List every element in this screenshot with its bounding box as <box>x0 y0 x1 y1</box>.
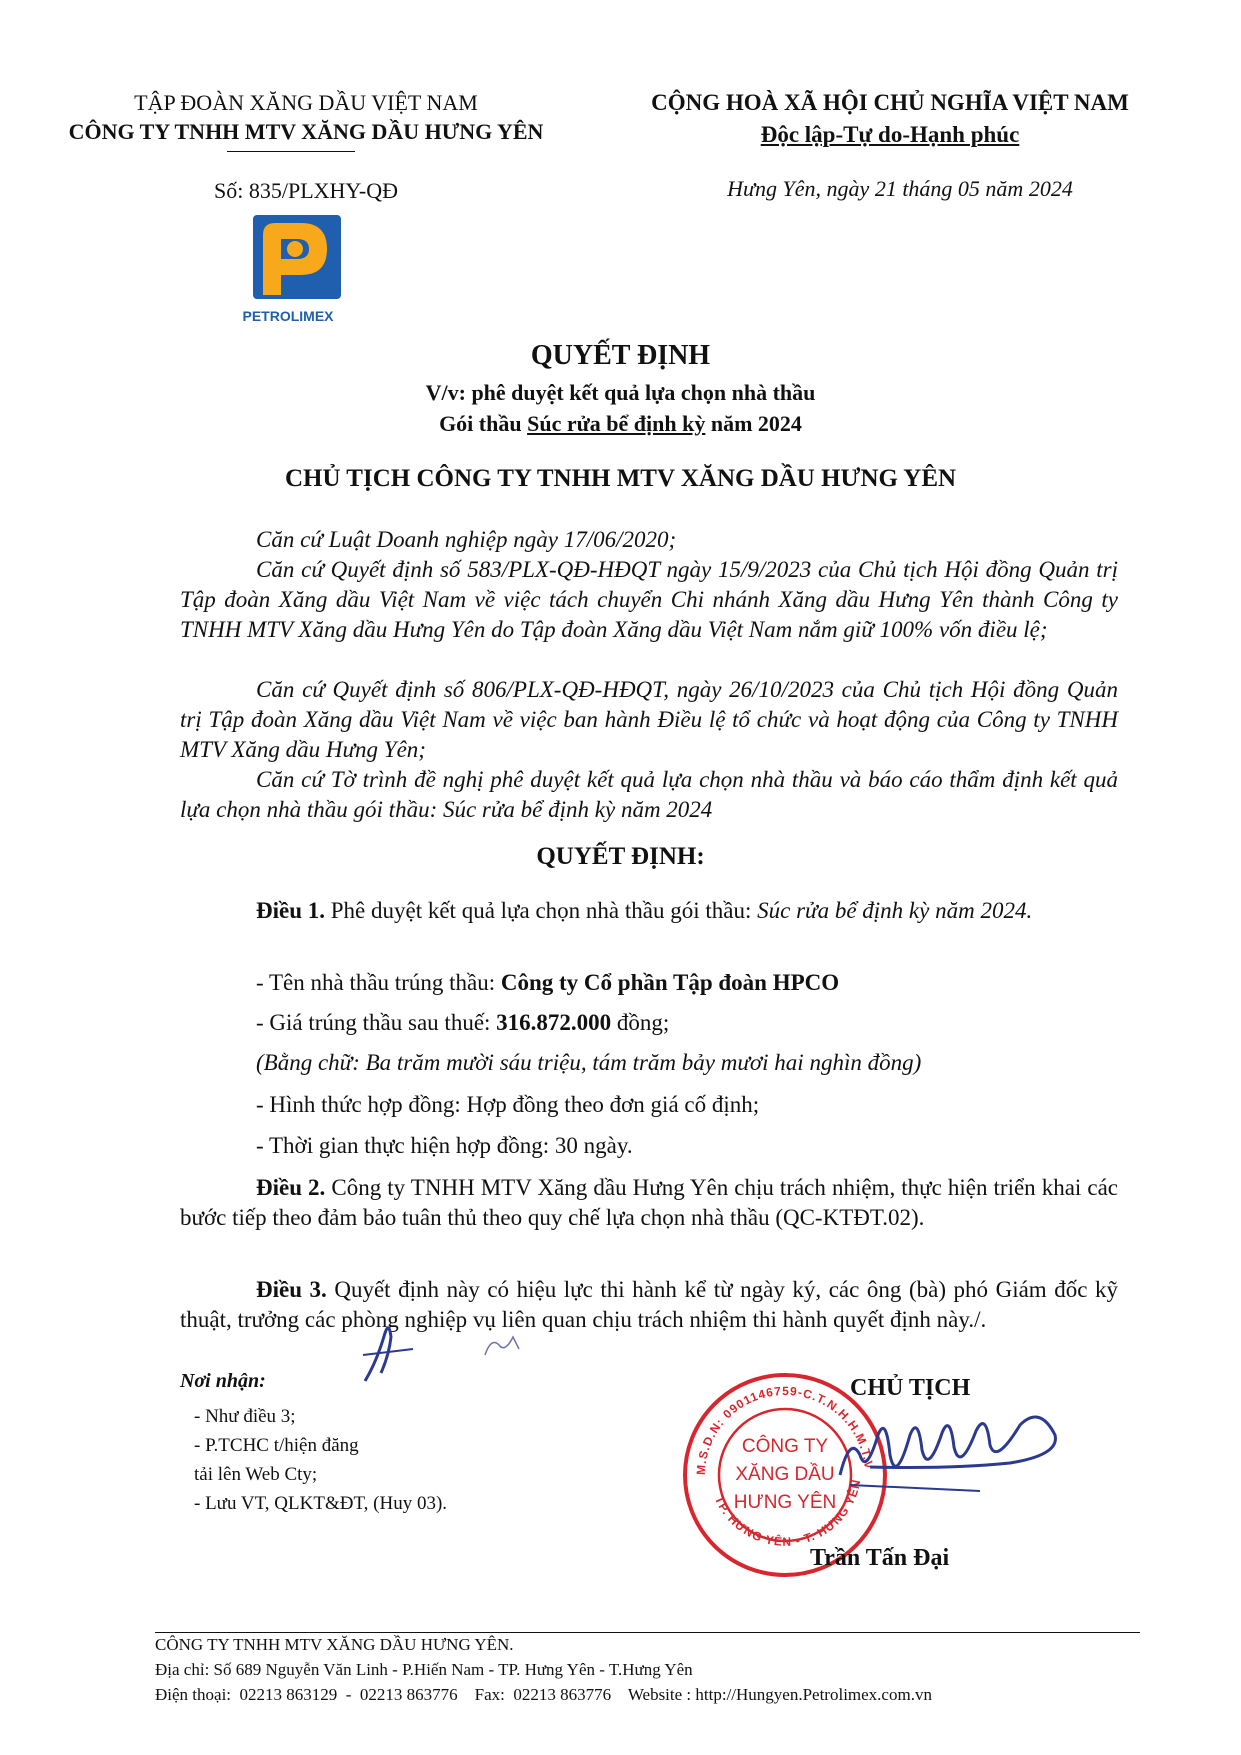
recipient-item: tải lên Web Cty; <box>194 1464 318 1485</box>
recipients-heading: Nơi nhận: <box>180 1370 266 1392</box>
handwritten-initials <box>355 1315 535 1385</box>
contract-type-line: - Hình thức hợp đồng: Hợp đồng theo đơn giá cố định; <box>256 1092 760 1117</box>
winner-line: - Tên nhà thầu trúng thầu: Công ty Cổ phần Tập đoàn HPCO <box>256 970 840 995</box>
document-title: QUYẾT ĐỊNH <box>530 340 711 371</box>
footer-address: Địa chỉ: Số 689 Nguyễn Văn Linh - P.Hiến Nam - TP. Hưng Yên - T.Hưng Yên <box>155 1660 693 1679</box>
handwritten-signature <box>830 1395 1070 1515</box>
legal-basis-1: Căn cứ Luật Doanh nghiệp ngày 17/06/2020; <box>256 527 677 552</box>
company-name: CÔNG TY TNHH MTV XĂNG DẦU HƯNG YÊN <box>68 119 544 144</box>
parent-organization: TẬP ĐOÀN XĂNG DẦU VIỆT NAM <box>134 90 478 115</box>
package-name <box>0 411 1241 437</box>
decision-heading: QUYẾT ĐỊNH: <box>536 843 705 870</box>
article-3: Điều 3. Quyết định này có hiệu lực thi hành kể từ ngày ký, các ông (bà) phó Giám đốc kỹ thuật, trưởng các phòng nghiệp vụ liên quan chịu trách nhiệm thi hành quyết định này./. <box>180 1277 1119 1332</box>
recipient-item: - Lưu VT, QLKT&ĐT, (Huy 03). <box>194 1493 448 1514</box>
svg-text:CÔNG TY: CÔNG TY <box>741 1436 829 1457</box>
signer-name: Trần Tấn Đại <box>810 1545 950 1571</box>
legal-basis-3: Căn cứ Quyết định số 806/PLX-QĐ-HĐQT, ngày 26/10/2023 của Chủ tịch Hội đồng Quản trị Tập đoàn Xăng dầu Việt Nam về việc ban hành Điều lệ tổ chức và hoạt động của Công ty TNHH MTV Xăng dầu Hưng Yên; <box>180 677 1118 762</box>
legal-basis-4: Căn cứ Tờ trình đề nghị phê duyệt kết quả lựa chọn nhà thầu và báo cáo thẩm định kết quả lựa chọn nhà thầu gói thầu: Súc rửa bể định kỳ năm 2024 <box>180 767 1118 822</box>
package-suffix: năm 2024 <box>705 411 802 436</box>
header-underline-left <box>227 151 355 152</box>
signer-title: CHỦ TỊCH <box>850 1375 971 1401</box>
svg-text:M.S.D.N: 0901146759-C.T.N.H.H.: M.S.D.N: 0901146759-C.T.N.H.H.M.T.V <box>693 1383 876 1476</box>
issuing-authority: CHỦ TỊCH CÔNG TY TNHH MTV XĂNG DẦU HƯNG YÊN <box>284 465 957 492</box>
document-number: Số: 835/PLXHY-QĐ <box>214 178 398 203</box>
footer-contact: Điện thoại: 02213 863129 - 02213 863776 Fax: 02213 863776 Website : http://Hungyen.Petrolimex.com.vn <box>155 1685 932 1704</box>
price-in-words: (Bằng chữ: Ba trăm mười sáu triệu, tám trăm bảy mươi hai nghìn đồng) <box>256 1050 922 1075</box>
legal-basis-2: Căn cứ Quyết định số 583/PLX-QĐ-HĐQT ngày 15/9/2023 của Chủ tịch Hội đồng Quản trị Tập đoàn Xăng dầu Việt Nam về việc tách chuyển Chi nhánh Xăng dầu Hưng Yên thành Công ty TNHH MTV Xăng dầu Hưng Yên do Tập đoàn Xăng dầu Việt Nam nắm giữ 100% vốn điều lệ; <box>180 557 1118 642</box>
document-subject: V/v: phê duyệt kết quả lựa chọn nhà thầu <box>425 380 816 405</box>
footer-company: CÔNG TY TNHH MTV XĂNG DẦU HƯNG YÊN. <box>155 1635 514 1654</box>
article-2: Điều 2. Công ty TNHH MTV Xăng dầu Hưng Yên chịu trách nhiệm, thực hiện triển khai các bước tiếp theo đảm bảo tuân thủ theo quy chế lựa chọn nhà thầu (QC-KTĐT.02). <box>180 1175 1119 1230</box>
price-line: - Giá trúng thầu sau thuế: 316.872.000 đồng; <box>256 1010 670 1035</box>
svg-text:XĂNG DẦU: XĂNG DẦU <box>735 1464 835 1485</box>
date-line: Hưng Yên, ngày 21 tháng 05 năm 2024 <box>727 176 1073 201</box>
petrolimex-logo <box>223 213 353 327</box>
recipient-item: - P.TCHC t/hiện đăng <box>194 1435 359 1456</box>
svg-text:HƯNG YÊN: HƯNG YÊN <box>733 1492 837 1513</box>
national-title: CỘNG HOÀ XÃ HỘI CHỦ NGHĨA VIỆT NAM <box>651 90 1129 115</box>
national-motto: Độc lập-Tự do-Hạnh phúc <box>760 122 1020 147</box>
recipient-item: - Như điều 3; <box>194 1406 296 1427</box>
duration-line: - Thời gian thực hiện hợp đồng: 30 ngày. <box>256 1133 633 1158</box>
article-1: Điều 1. Phê duyệt kết quả lựa chọn nhà thầu gói thầu: Súc rửa bể định kỳ năm 2024. <box>256 898 1033 923</box>
package-underlined: Súc rửa bể định kỳ <box>527 411 706 436</box>
svg-text:PETROLIMEX: PETROLIMEX <box>242 308 334 324</box>
recipients-list <box>194 1402 447 1518</box>
package-prefix: Gói thầu <box>439 411 528 436</box>
svg-text:TP. HƯNG YÊN - T. HƯNG YÊN: TP. HƯNG YÊN - T. HƯNG YÊN <box>711 1477 864 1549</box>
petrolimex-logo-icon <box>223 213 353 327</box>
footer-divider <box>155 1632 1140 1633</box>
